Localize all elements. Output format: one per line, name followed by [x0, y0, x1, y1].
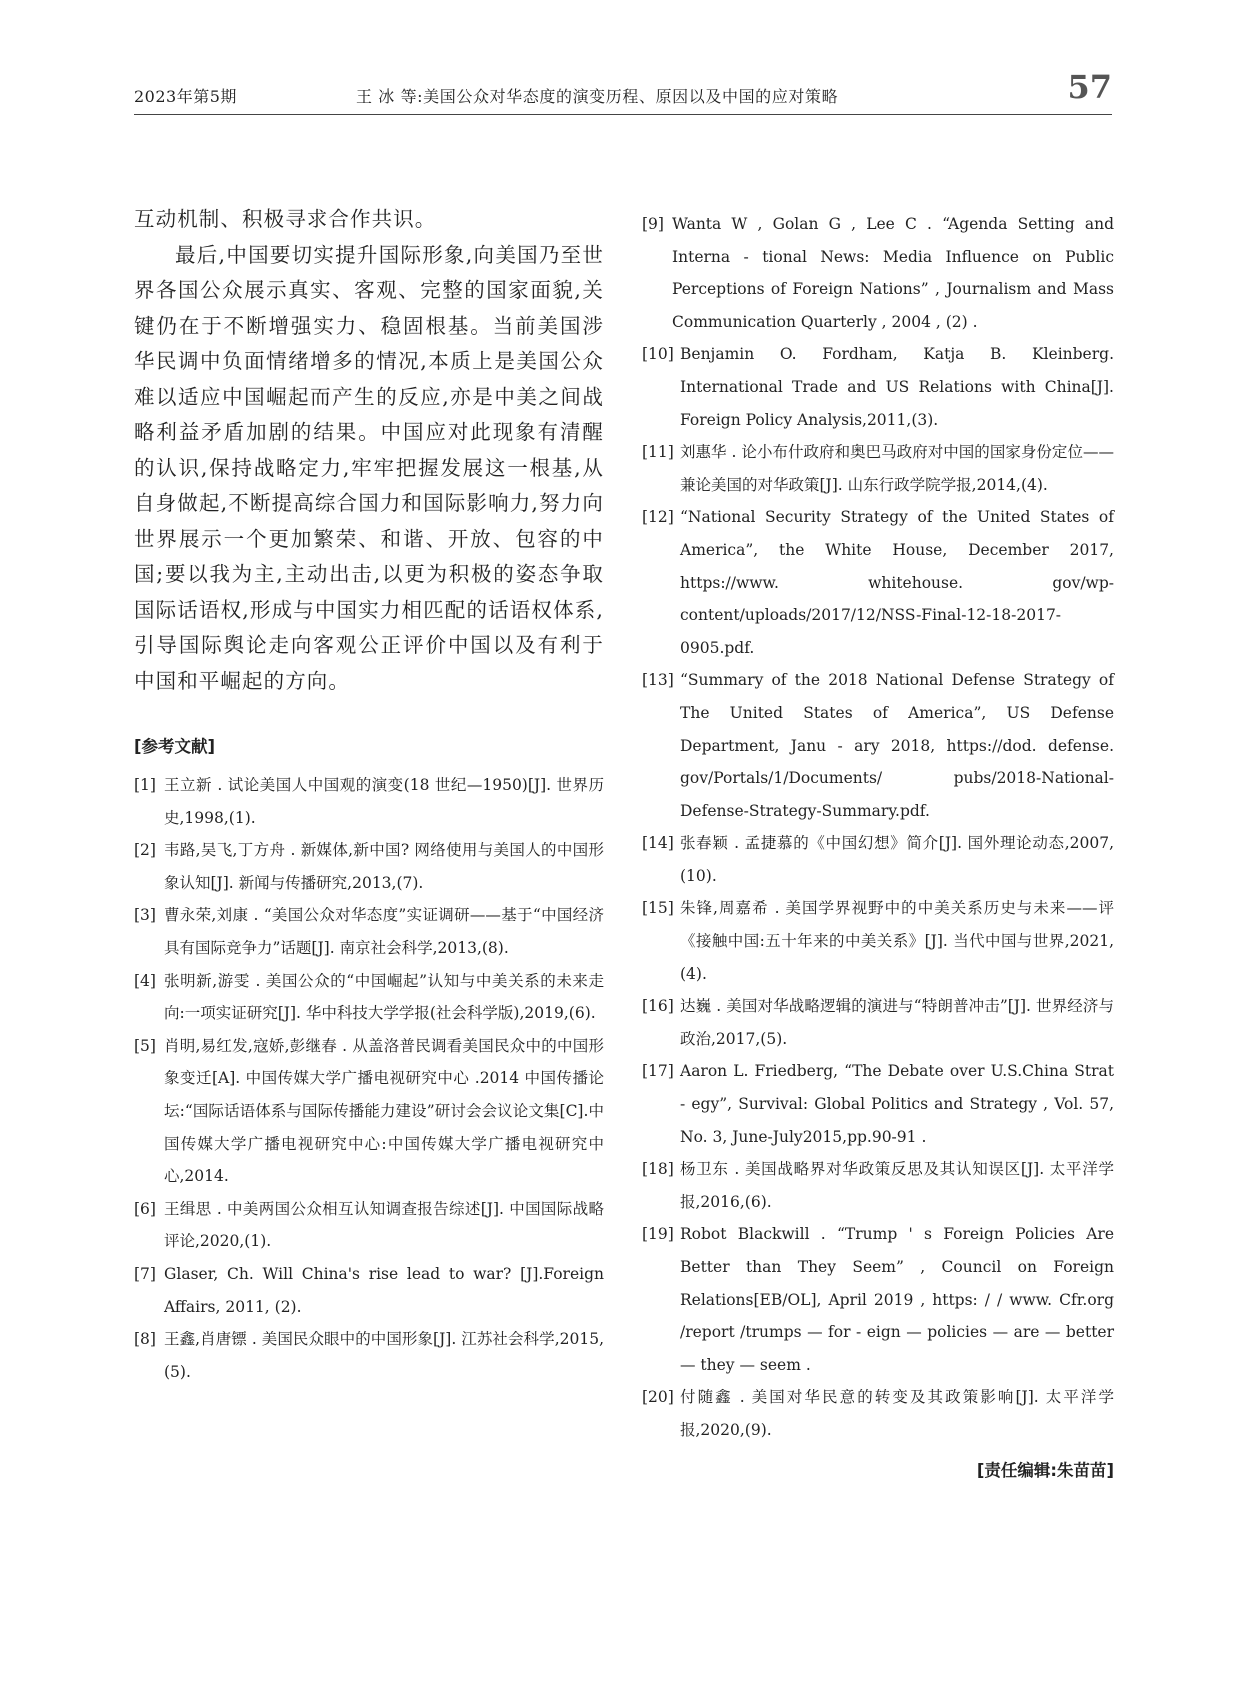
left-column [134, 202, 604, 1388]
reference-text: 张明新,游雯 . 美国公众的“中国崛起”认知与中美关系的未来走向:一项实证研究[J]. 华中科技大学学报(社会科学版),2019,(6). [164, 971, 604, 1023]
reference-text: 达巍 . 美国对华战略逻辑的演进与“特朗普冲击”[J]. 世界经济与政治,2017,(5). [680, 997, 1114, 1048]
reference-list-right [642, 208, 1114, 1447]
reference-text: 朱锋,周嘉希 . 美国学界视野中的中美关系历史与未来——评《接触中国:五十年来的中美关系》[J]. 当代中国与世界,2021,(4). [680, 899, 1114, 983]
reference-number: [5] [134, 1036, 156, 1055]
reference-number: [17] [642, 1062, 674, 1081]
reference-list-left [134, 769, 604, 1388]
reference-number: [19] [642, 1225, 674, 1244]
reference-item [642, 208, 1114, 338]
reference-text: 张春颖 . 孟捷慕的《中国幻想》简介[J]. 国外理论动态,2007,(10). [680, 834, 1114, 885]
article-running-title: 王 冰 等:美国公众对华态度的演变历程、原因以及中国的应对策略 [356, 87, 839, 106]
reference-item [134, 1258, 604, 1323]
reference-item [134, 1193, 604, 1258]
reference-number: [13] [642, 671, 674, 690]
body-text [134, 202, 604, 699]
reference-text: “Summary of the 2018 National Defense Strategy of The United States of America”, US Defense Department, Janu - ary 2018, https://dod. defense. gov/Portals/1/Documents/ pubs/2018-National-Defense-Strategy-Summary.pdf. [680, 671, 1114, 820]
reference-number: [8] [134, 1330, 156, 1349]
reference-text: 王缉思 . 中美两国公众相互认知调查报告综述[J]. 中国国际战略评论,2020,(1). [164, 1199, 604, 1251]
page-number: 57 [1067, 68, 1112, 106]
reference-number: [4] [134, 971, 156, 990]
reference-item [642, 501, 1114, 664]
reference-number: [9] [642, 215, 664, 233]
reference-item [642, 338, 1114, 436]
reference-text: 王鑫,肖唐镖 . 美国民众眼中的中国形象[J]. 江苏社会科学,2015,(5). [164, 1330, 604, 1381]
reference-text: Benjamin O. Fordham, Katja B. Kleinberg. International Trade and US Relations with China[J]. Foreign Policy Analysis,2011,(3). [680, 345, 1114, 429]
reference-item [642, 1381, 1114, 1446]
reference-number: [2] [134, 841, 156, 860]
journal-issue: 2023年第5期 [134, 87, 237, 106]
running-header [134, 68, 1112, 115]
reference-number: [15] [642, 899, 674, 918]
reference-item [134, 899, 604, 964]
reference-item [134, 1323, 604, 1388]
reference-text: 刘惠华 . 论小布什政府和奥巴马政府对中国的国家身份定位——兼论美国的对华政策[J]. 山东行政学院学报,2014,(4). [680, 443, 1114, 494]
reference-item [642, 1055, 1114, 1153]
reference-text: Wanta W , Golan G , Lee C . “Agenda Setting and Interna - tional News: Media Influence on Public Perceptions of Foreign Nations” , Journalism and Mass Communication Quarterly , 2004 , (2) . [672, 215, 1114, 331]
reference-number: [11] [642, 443, 674, 462]
reference-item [134, 965, 604, 1030]
reference-text: Glaser, Ch. Will China's rise lead to war? [J].Foreign Affairs, 2011, (2). [164, 1264, 604, 1316]
reference-number: [20] [642, 1388, 674, 1407]
reference-item [642, 990, 1114, 1055]
reference-text: 肖明,易红发,寇娇,彭继春 . 从盖洛普民调看美国民众中的中国形象变迁[A]. 中国传媒大学广播电视研究中心 .2014 中国传播论坛:“国际话语体系与国际传播能力建设”研讨会会议论文集[C].中国传媒大学广播电视研究中心:中国传媒大学广播电视研究中心,2014. [164, 1036, 604, 1186]
reference-number: [14] [642, 834, 674, 853]
reference-number: [6] [134, 1199, 156, 1218]
reference-text: “National Security Strategy of the United States of America”, the White House, December 2017, https://www. whitehouse. gov/wp-content/uploads/2017/12/NSS-Final-12-18-2017-0905.pdf. [680, 508, 1114, 657]
responsible-editor: [责任编辑:朱苗苗] [976, 1460, 1114, 1480]
references-heading: [参考文献] [134, 737, 216, 756]
body-paragraph: 互动机制、积极寻求合作共识。 [134, 207, 437, 231]
reference-text: 付随鑫 . 美国对华民意的转变及其政策影响[J]. 太平洋学报,2020,(9). [680, 1388, 1114, 1439]
reference-item [642, 827, 1114, 892]
reference-text: 王立新 . 试论美国人中国观的演变(18 世纪—1950)[J]. 世界历史,1998,(1). [164, 776, 604, 827]
reference-item [134, 1030, 604, 1193]
reference-item [642, 436, 1114, 501]
reference-number: [1] [134, 776, 156, 794]
reference-number: [3] [134, 906, 156, 925]
reference-number: [12] [642, 508, 674, 527]
reference-item [134, 834, 604, 899]
reference-item [642, 1153, 1114, 1218]
reference-number: [18] [642, 1160, 674, 1179]
right-column [642, 208, 1114, 1483]
reference-text: 曹永荣,刘康 . “美国公众对华态度”实证调研——基于“中国经济具有国际竞争力”话题[J]. 南京社会科学,2013,(8). [164, 906, 604, 957]
body-paragraph: 最后,中国要切实提升国际形象,向美国乃至世界各国公众展示真实、客观、完整的国家面貌,关键仍在于不断增强实力、稳固根基。当前美国涉华民调中负面情绪增多的情况,本质上是美国公众难以适应中国崛起而产生的反应,亦是中美之间战略利益矛盾加剧的结果。中国应对此现象有清醒的认识,保持战略定力,牢牢把握发展这一根基,从自身做起,不断提高综合国力和国际影响力,努力向世界展示一个更加繁荣、和谐、开放、包容的中国;要以我为主,主动出击,以更为积极的姿态争取国际话语权,形成与中国实力相匹配的话语权体系,引导国际舆论走向客观公正评价中国以及有利于中国和平崛起的方向。 [134, 242, 604, 693]
reference-text: Robot Blackwill . “Trump ' s Foreign Policies Are Better than They Seem” , Council on Foreign Relations[EB/OL], April 2019 , https: / / www. Cfr.org /report /trumps — for - eign — policies — are — better — they — seem . [680, 1225, 1114, 1374]
reference-item [642, 664, 1114, 827]
reference-text: 韦路,吴飞,丁方舟 . 新媒体,新中国? 网络使用与美国人的中国形象认知[J]. 新闻与传播研究,2013,(7). [164, 841, 604, 892]
reference-number: [10] [642, 345, 674, 364]
reference-number: [16] [642, 997, 674, 1016]
reference-text: Aaron L. Friedberg, “The Debate over U.S.China Strat - egy”, Survival: Global Politics and Strategy , Vol. 57, No. 3, June-July2015,pp.90-91 . [680, 1062, 1114, 1146]
reference-text: 杨卫东 . 美国战略界对华政策反思及其认知误区[J]. 太平洋学报,2016,(6). [680, 1160, 1114, 1211]
reference-item [642, 1218, 1114, 1381]
reference-item [134, 769, 604, 834]
reference-number: [7] [134, 1264, 156, 1283]
reference-item [642, 892, 1114, 990]
